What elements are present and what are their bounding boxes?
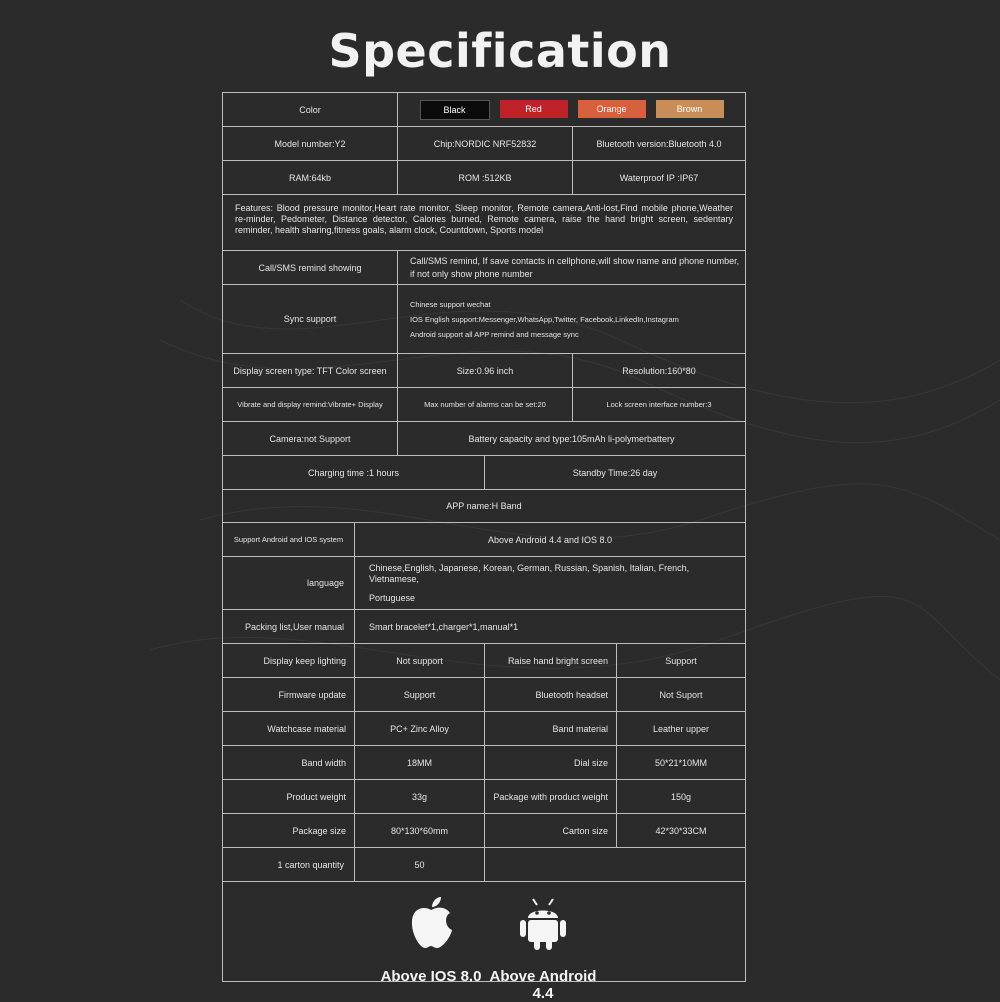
spec-label: Carton size bbox=[485, 814, 617, 847]
lock-screen: Lock screen interface number:3 bbox=[606, 400, 712, 409]
language-row bbox=[223, 557, 745, 610]
spec-label: Package size bbox=[223, 814, 355, 847]
bluetooth-version: Bluetooth version:Bluetooth 4.0 bbox=[596, 138, 722, 149]
spec-value: Leather upper bbox=[652, 723, 710, 734]
call-sms-line: if not only show phone number bbox=[410, 268, 533, 279]
spec-row bbox=[223, 780, 745, 814]
spec-label: Band width bbox=[223, 746, 355, 779]
alarm-count: Max number of alarms can be set:20 bbox=[398, 388, 573, 421]
android-support bbox=[483, 896, 603, 1002]
spec-value: 150g bbox=[670, 791, 692, 802]
color-row bbox=[223, 93, 745, 127]
spec-label: Package with product weight bbox=[485, 780, 617, 813]
android-icon bbox=[518, 896, 568, 950]
spec-label: Watchcase material bbox=[223, 712, 355, 745]
ios-label: Above IOS 8.0 bbox=[380, 968, 482, 985]
camera: Camera:not Support bbox=[223, 422, 398, 455]
empty-cell bbox=[485, 848, 745, 881]
call-sms-value bbox=[398, 251, 745, 284]
color-label: Color bbox=[223, 93, 398, 126]
display-type: Display screen type: TFT Color screen bbox=[223, 354, 398, 387]
model-row bbox=[223, 127, 745, 161]
vibrate-remind: Vibrate and display remind:Vibrate+ Display bbox=[223, 388, 398, 421]
os-row bbox=[223, 882, 745, 1002]
standby-time: Standby Time:26 day bbox=[572, 467, 658, 478]
color-swatch-brown: Brown bbox=[656, 100, 724, 118]
app-name: APP name:H Band bbox=[446, 501, 522, 511]
color-options bbox=[398, 93, 745, 126]
system-value: Above Android 4.4 and IOS 8.0 bbox=[487, 534, 613, 545]
spec-label: Dial size bbox=[485, 746, 617, 779]
carton-qty-label: 1 carton quantity bbox=[223, 848, 355, 881]
memory-row bbox=[223, 161, 745, 195]
packing-label: Packing list,User manual bbox=[223, 610, 355, 643]
battery: Battery capacity and type:105mAh li-polymerbattery bbox=[468, 433, 675, 444]
carton-qty-value: 50 bbox=[355, 848, 485, 881]
spec-row bbox=[223, 712, 745, 746]
spec-value: Not support bbox=[355, 644, 485, 677]
carton-qty-row bbox=[223, 848, 745, 882]
charging-time: Charging time :1 hours bbox=[223, 456, 485, 489]
system-label: Support Android and IOS system bbox=[223, 523, 355, 556]
camera-row bbox=[223, 422, 745, 456]
page-title: Specification bbox=[328, 24, 672, 78]
sync-line: IOS English support:Messenger,WhatsApp,Twitter, Facebook,LinkedIn,Instagram bbox=[410, 314, 679, 324]
screen-size: Size:0.96 inch bbox=[398, 354, 573, 387]
packing-row bbox=[223, 610, 745, 644]
language-value bbox=[355, 557, 745, 609]
rom: ROM :512KB bbox=[398, 161, 573, 194]
spec-label: Product weight bbox=[223, 780, 355, 813]
spec-value: 42*30*33CM bbox=[655, 825, 707, 836]
call-sms-row bbox=[223, 251, 745, 285]
display-row bbox=[223, 354, 745, 388]
ram: RAM:64kb bbox=[223, 161, 398, 194]
spec-value: 18MM bbox=[355, 746, 485, 779]
color-swatch-black: Black bbox=[420, 100, 490, 120]
spec-row bbox=[223, 814, 745, 848]
spec-label: Bluetooth headset bbox=[485, 678, 617, 711]
spec-value: 50*21*10MM bbox=[654, 757, 708, 768]
charging-row bbox=[223, 456, 745, 490]
spec-value: 33g bbox=[355, 780, 485, 813]
sync-line: Chinese support wechat bbox=[410, 299, 491, 309]
color-swatch-orange: Orange bbox=[578, 100, 646, 118]
spec-label: Firmware update bbox=[223, 678, 355, 711]
spec-value: Support bbox=[355, 678, 485, 711]
spec-label: Display keep lighting bbox=[223, 644, 355, 677]
sync-line: Android support all APP remind and message sync bbox=[410, 329, 579, 339]
sync-value bbox=[398, 285, 745, 353]
spec-value: 80*130*60mm bbox=[355, 814, 485, 847]
spec-row bbox=[223, 644, 745, 678]
app-row bbox=[223, 490, 745, 523]
features-row bbox=[223, 195, 745, 251]
color-swatch-red: Red bbox=[500, 100, 568, 118]
chip: Chip:NORDIC NRF52832 bbox=[398, 127, 573, 160]
language-line: Portuguese bbox=[369, 592, 416, 603]
sync-label: Sync support bbox=[223, 285, 398, 353]
sync-row bbox=[223, 285, 745, 354]
language-line: Chinese,English, Japanese, Korean, German, Russian, Spanish, Italian, French, Vietnamese, bbox=[369, 562, 690, 584]
ios-support bbox=[371, 896, 491, 985]
spec-label: Band material bbox=[485, 712, 617, 745]
features-text: Features: Blood pressure monitor,Heart rate monitor, Sleep monitor, Remote camera,Anti-lost,Find mobile phone,Weather re-minder, Pedometer, Distance detector, Calories burned, Remote camera, raise the hand bright screen, sedentary reminder, health sharing,fitness goals, alarm clock, Countdown, Sports model bbox=[235, 203, 733, 235]
spec-value: Not Suport bbox=[659, 689, 703, 700]
spec-value: PC+ Zinc Alloy bbox=[355, 712, 485, 745]
packing-value: Smart bracelet*1,charger*1,manual*1 bbox=[369, 621, 519, 632]
call-sms-label: Call/SMS remind showing bbox=[223, 251, 398, 284]
spec-row bbox=[223, 746, 745, 780]
remind-row bbox=[223, 388, 745, 422]
android-label: Above Android 4.4 bbox=[489, 968, 597, 1002]
system-row bbox=[223, 523, 745, 557]
spec-table bbox=[222, 92, 746, 1002]
spec-label: Raise hand bright screen bbox=[485, 644, 617, 677]
resolution: Resolution:160*80 bbox=[622, 365, 696, 376]
waterproof: Waterproof IP :IP67 bbox=[619, 172, 699, 183]
spec-value: Support bbox=[665, 655, 697, 666]
call-sms-line: Call/SMS remind, If save contacts in cellphone,will show name and phone number, bbox=[410, 255, 740, 266]
language-label: language bbox=[223, 557, 355, 609]
apple-icon bbox=[407, 896, 455, 950]
spec-row bbox=[223, 678, 745, 712]
model-number: Model number:Y2 bbox=[223, 127, 398, 160]
